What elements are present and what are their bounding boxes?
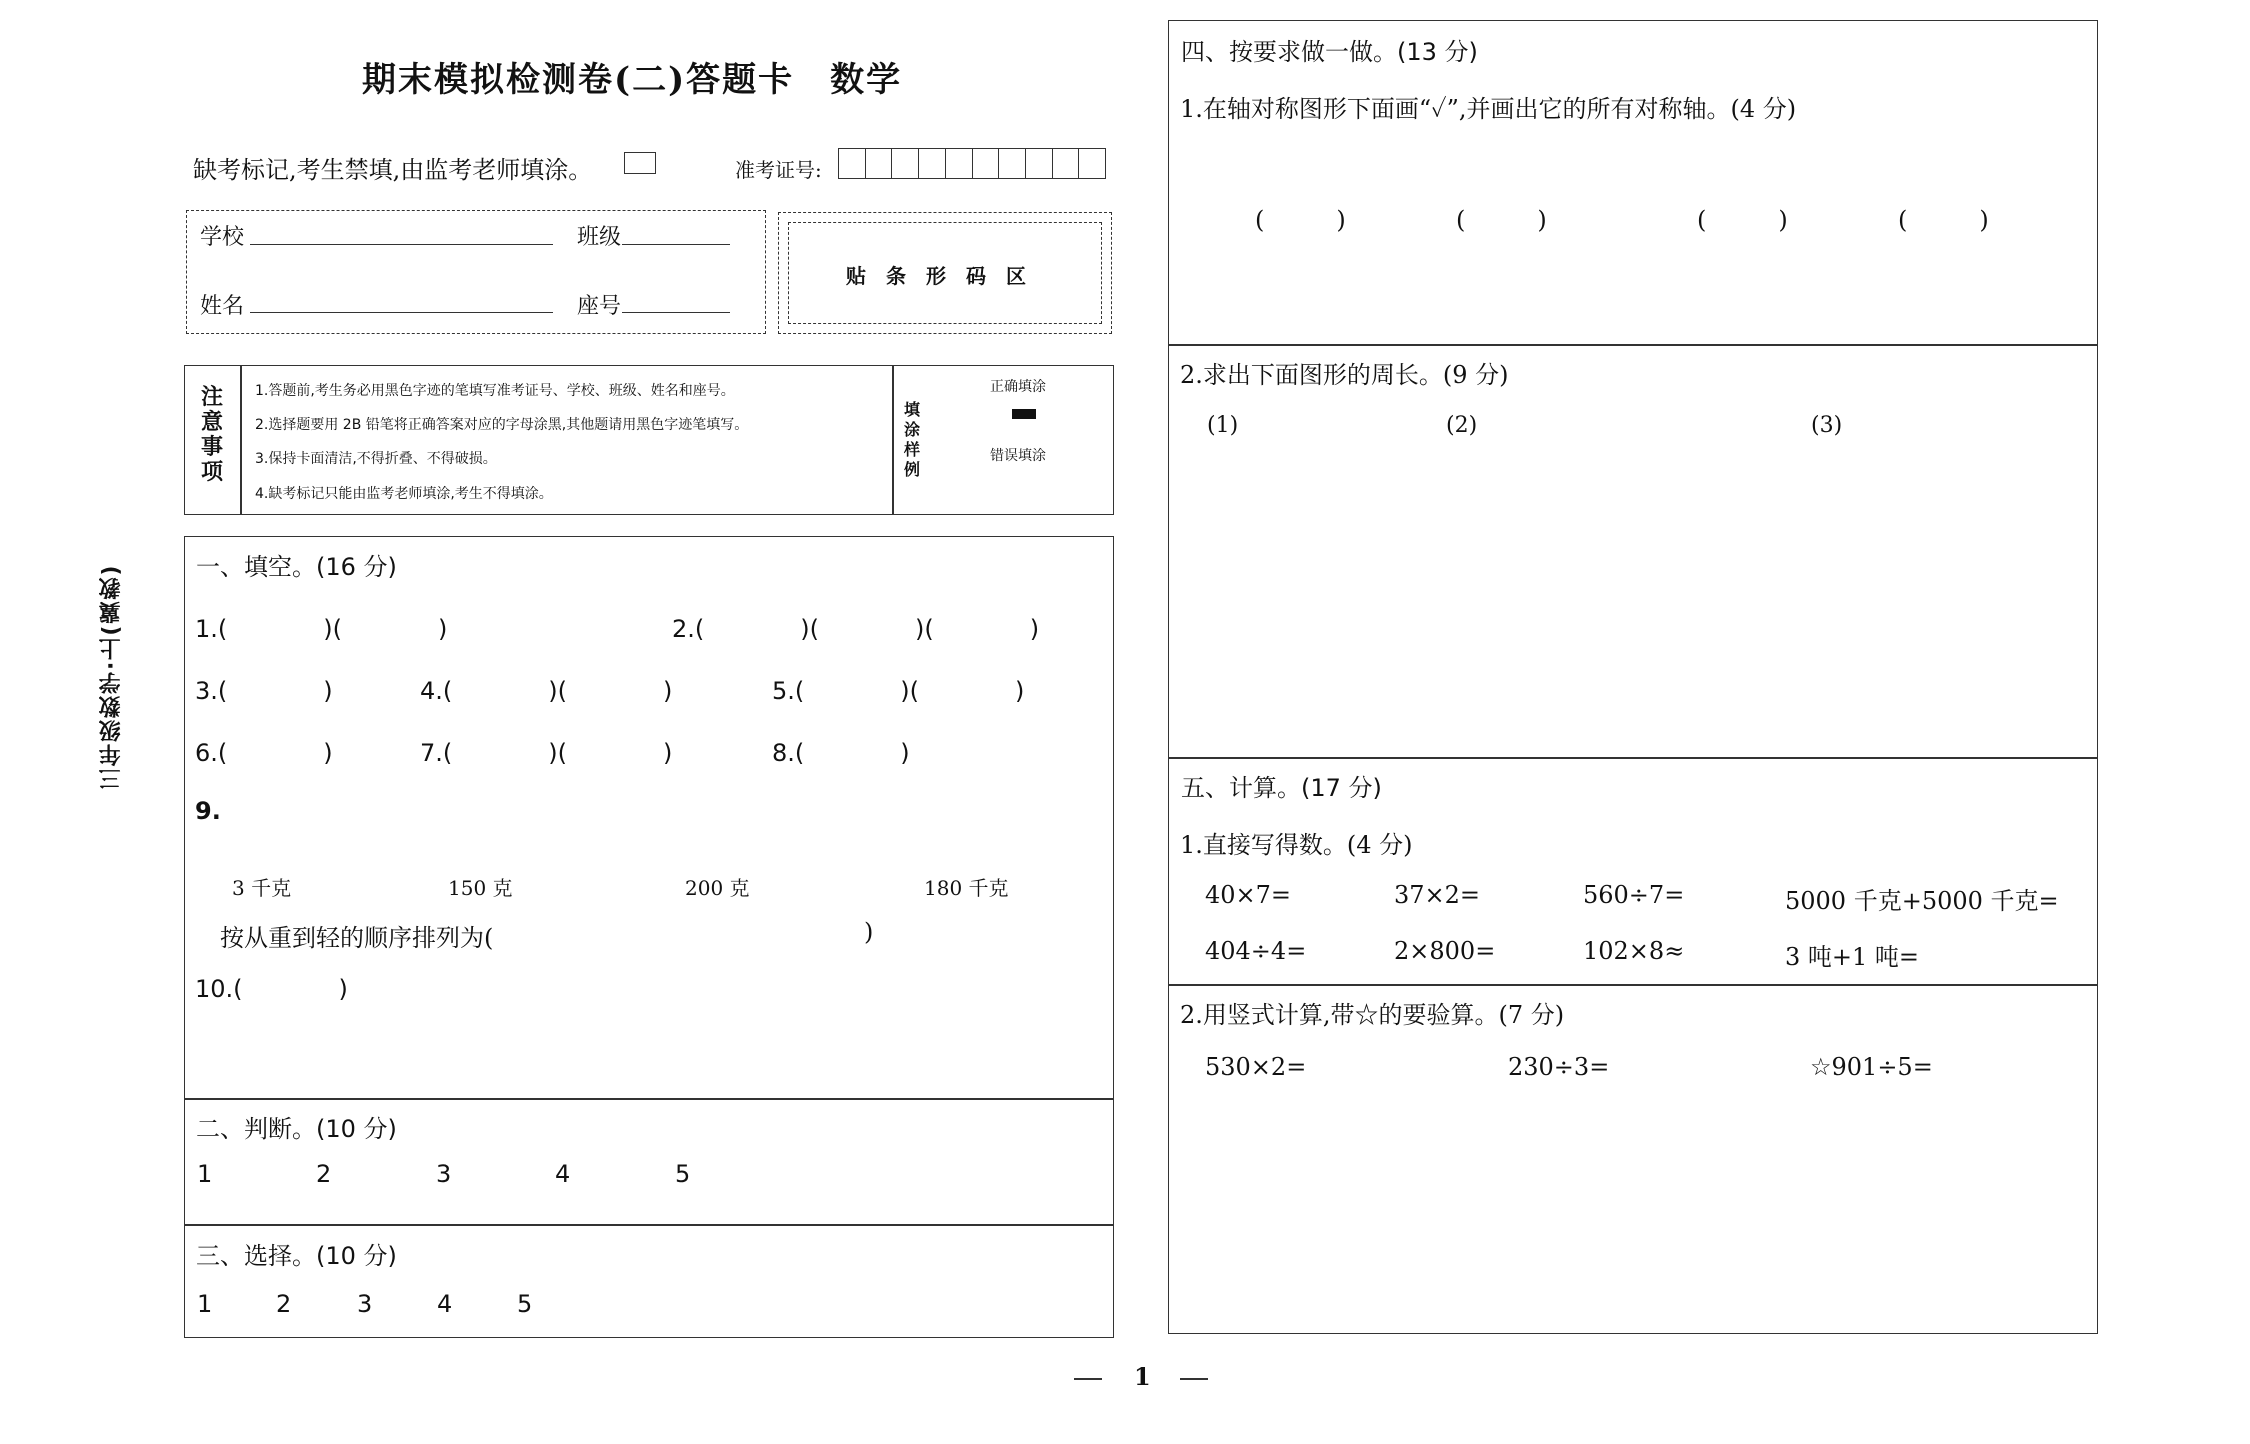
- choice-4[interactable]: 4: [437, 1290, 453, 1318]
- notes-side-label: 注意事项: [200, 385, 223, 485]
- blank-q7[interactable]: 7.( )( ): [420, 739, 673, 767]
- weight-3: 200 克: [685, 876, 750, 900]
- vertical-calc-1[interactable]: 530×2=: [1205, 1053, 1307, 1081]
- weight-4: 180 千克: [924, 876, 1009, 900]
- section1-title: 一、填空。(16 分): [196, 553, 397, 581]
- barcode-label: 贴 条 形 码 区: [846, 264, 1026, 288]
- order-prompt: 按从重到轻的顺序排列为(: [220, 924, 494, 952]
- digit-box[interactable]: [973, 149, 1000, 178]
- class-label: 班级: [577, 225, 622, 250]
- digit-box[interactable]: [839, 149, 866, 178]
- choice-1[interactable]: 1: [197, 1290, 213, 1318]
- symmetry-answer-1[interactable]: ( ): [1255, 206, 1346, 234]
- calc-3[interactable]: 560÷7=: [1583, 881, 1685, 909]
- calc-4[interactable]: 5000 千克+5000 千克=: [1785, 887, 2059, 915]
- note-item-4: 4.缺考标记只能由监考老师填涂,考生不得填涂。: [255, 486, 553, 502]
- vertical-calc-2[interactable]: 230÷3=: [1508, 1053, 1610, 1081]
- vertical-calc-3[interactable]: ☆901÷5=: [1810, 1053, 1933, 1081]
- admission-label: 准考证号:: [735, 158, 822, 182]
- blank-q4[interactable]: 4.( )( ): [420, 677, 673, 705]
- blank-q1[interactable]: 1.( )( ): [195, 615, 448, 643]
- absent-mark-label: 缺考标记,考生禁填,由监考老师填涂。: [193, 156, 593, 184]
- section3-title: 三、选择。(10 分): [196, 1242, 397, 1270]
- calc-1[interactable]: 40×7=: [1205, 881, 1292, 909]
- name-label: 姓名: [200, 294, 245, 319]
- perimeter-sub-3: (3): [1811, 413, 1843, 438]
- symmetry-answer-4[interactable]: ( ): [1898, 206, 1989, 234]
- digit-box[interactable]: [892, 149, 919, 178]
- section5-q1: 1.直接写得数。(4 分): [1180, 831, 1413, 859]
- footer-dash-right: [1180, 1378, 1208, 1380]
- blank-q8[interactable]: 8.( ): [772, 739, 910, 767]
- digit-box[interactable]: [1053, 149, 1080, 178]
- calc-2[interactable]: 37×2=: [1394, 881, 1481, 909]
- spine-text: 三年级数学·上(冀教): [99, 563, 124, 790]
- fill-sample-label: 填涂样例: [903, 400, 920, 479]
- section2-title: 二、判断。(10 分): [196, 1115, 397, 1143]
- student-info-box: [186, 210, 766, 334]
- admission-number-boxes[interactable]: [838, 148, 1106, 179]
- judge-5[interactable]: 5: [675, 1160, 691, 1188]
- wrong-fill-label: 错误填涂: [990, 448, 1046, 464]
- calc-7[interactable]: 102×8≈: [1583, 937, 1685, 965]
- digit-box[interactable]: [866, 149, 893, 178]
- class-field[interactable]: [622, 244, 730, 245]
- judge-4[interactable]: 4: [555, 1160, 571, 1188]
- order-close: ): [864, 918, 874, 946]
- seat-label: 座号: [577, 294, 622, 319]
- section4-q2: 2.求出下面图形的周长。(9 分): [1180, 361, 1509, 389]
- digit-box[interactable]: [999, 149, 1026, 178]
- absent-mark-box[interactable]: [624, 152, 656, 174]
- note-item-3: 3.保持卡面清洁,不得折叠、不得破损。: [255, 451, 497, 467]
- judge-3[interactable]: 3: [436, 1160, 452, 1188]
- blank-q5[interactable]: 5.( )( ): [772, 677, 1025, 705]
- calc-5[interactable]: 404÷4=: [1205, 937, 1307, 965]
- choice-5[interactable]: 5: [517, 1290, 533, 1318]
- judge-2[interactable]: 2: [316, 1160, 332, 1188]
- correct-fill-label: 正确填涂: [990, 379, 1046, 395]
- symmetry-answer-3[interactable]: ( ): [1697, 206, 1788, 234]
- page-title: 期末模拟检测卷(二)答题卡 数学: [362, 60, 903, 100]
- choice-2[interactable]: 2: [276, 1290, 292, 1318]
- calc-6[interactable]: 2×800=: [1394, 937, 1496, 965]
- calc-8[interactable]: 3 吨+1 吨=: [1785, 943, 1920, 971]
- symmetry-answer-2[interactable]: ( ): [1456, 206, 1547, 234]
- seat-field[interactable]: [622, 312, 730, 313]
- weight-1: 3 千克: [232, 876, 292, 900]
- page-number: 1: [1134, 1362, 1151, 1391]
- section5-q2: 2.用竖式计算,带☆的要验算。(7 分): [1180, 1001, 1565, 1029]
- section5-title: 五、计算。(17 分): [1181, 774, 1382, 802]
- section4-title: 四、按要求做一做。(13 分): [1181, 38, 1478, 66]
- blank-q10[interactable]: 10.( ): [195, 975, 348, 1003]
- digit-box[interactable]: [919, 149, 946, 178]
- note-item-1: 1.答题前,考生务必用黑色字迹的笔填写准考证号、学校、班级、姓名和座号。: [255, 383, 735, 399]
- blank-q6[interactable]: 6.( ): [195, 739, 333, 767]
- weight-2: 150 克: [448, 876, 513, 900]
- judge-1[interactable]: 1: [197, 1160, 213, 1188]
- perimeter-sub-2: (2): [1446, 413, 1478, 438]
- perimeter-sub-1: (1): [1207, 413, 1239, 438]
- blank-q3[interactable]: 3.( ): [195, 677, 333, 705]
- school-field[interactable]: [250, 244, 553, 245]
- blank-q9: 9.: [195, 797, 221, 825]
- blank-q2[interactable]: 2.( )( )( ): [672, 615, 1040, 643]
- digit-box[interactable]: [1026, 149, 1053, 178]
- note-item-2: 2.选择题要用 2B 铅笔将正确答案对应的字母涂黑,其他题请用黑色字迹笔填写。: [255, 417, 749, 433]
- choice-3[interactable]: 3: [357, 1290, 373, 1318]
- digit-box[interactable]: [1079, 149, 1105, 178]
- correct-fill-sample: [1012, 409, 1036, 419]
- digit-box[interactable]: [946, 149, 973, 178]
- school-label: 学校: [200, 225, 245, 250]
- footer-dash-left: [1074, 1378, 1102, 1380]
- section4-q1: 1.在轴对称图形下面画“✓”,并画出它的所有对称轴。(4 分): [1180, 95, 1797, 123]
- name-field[interactable]: [250, 312, 553, 313]
